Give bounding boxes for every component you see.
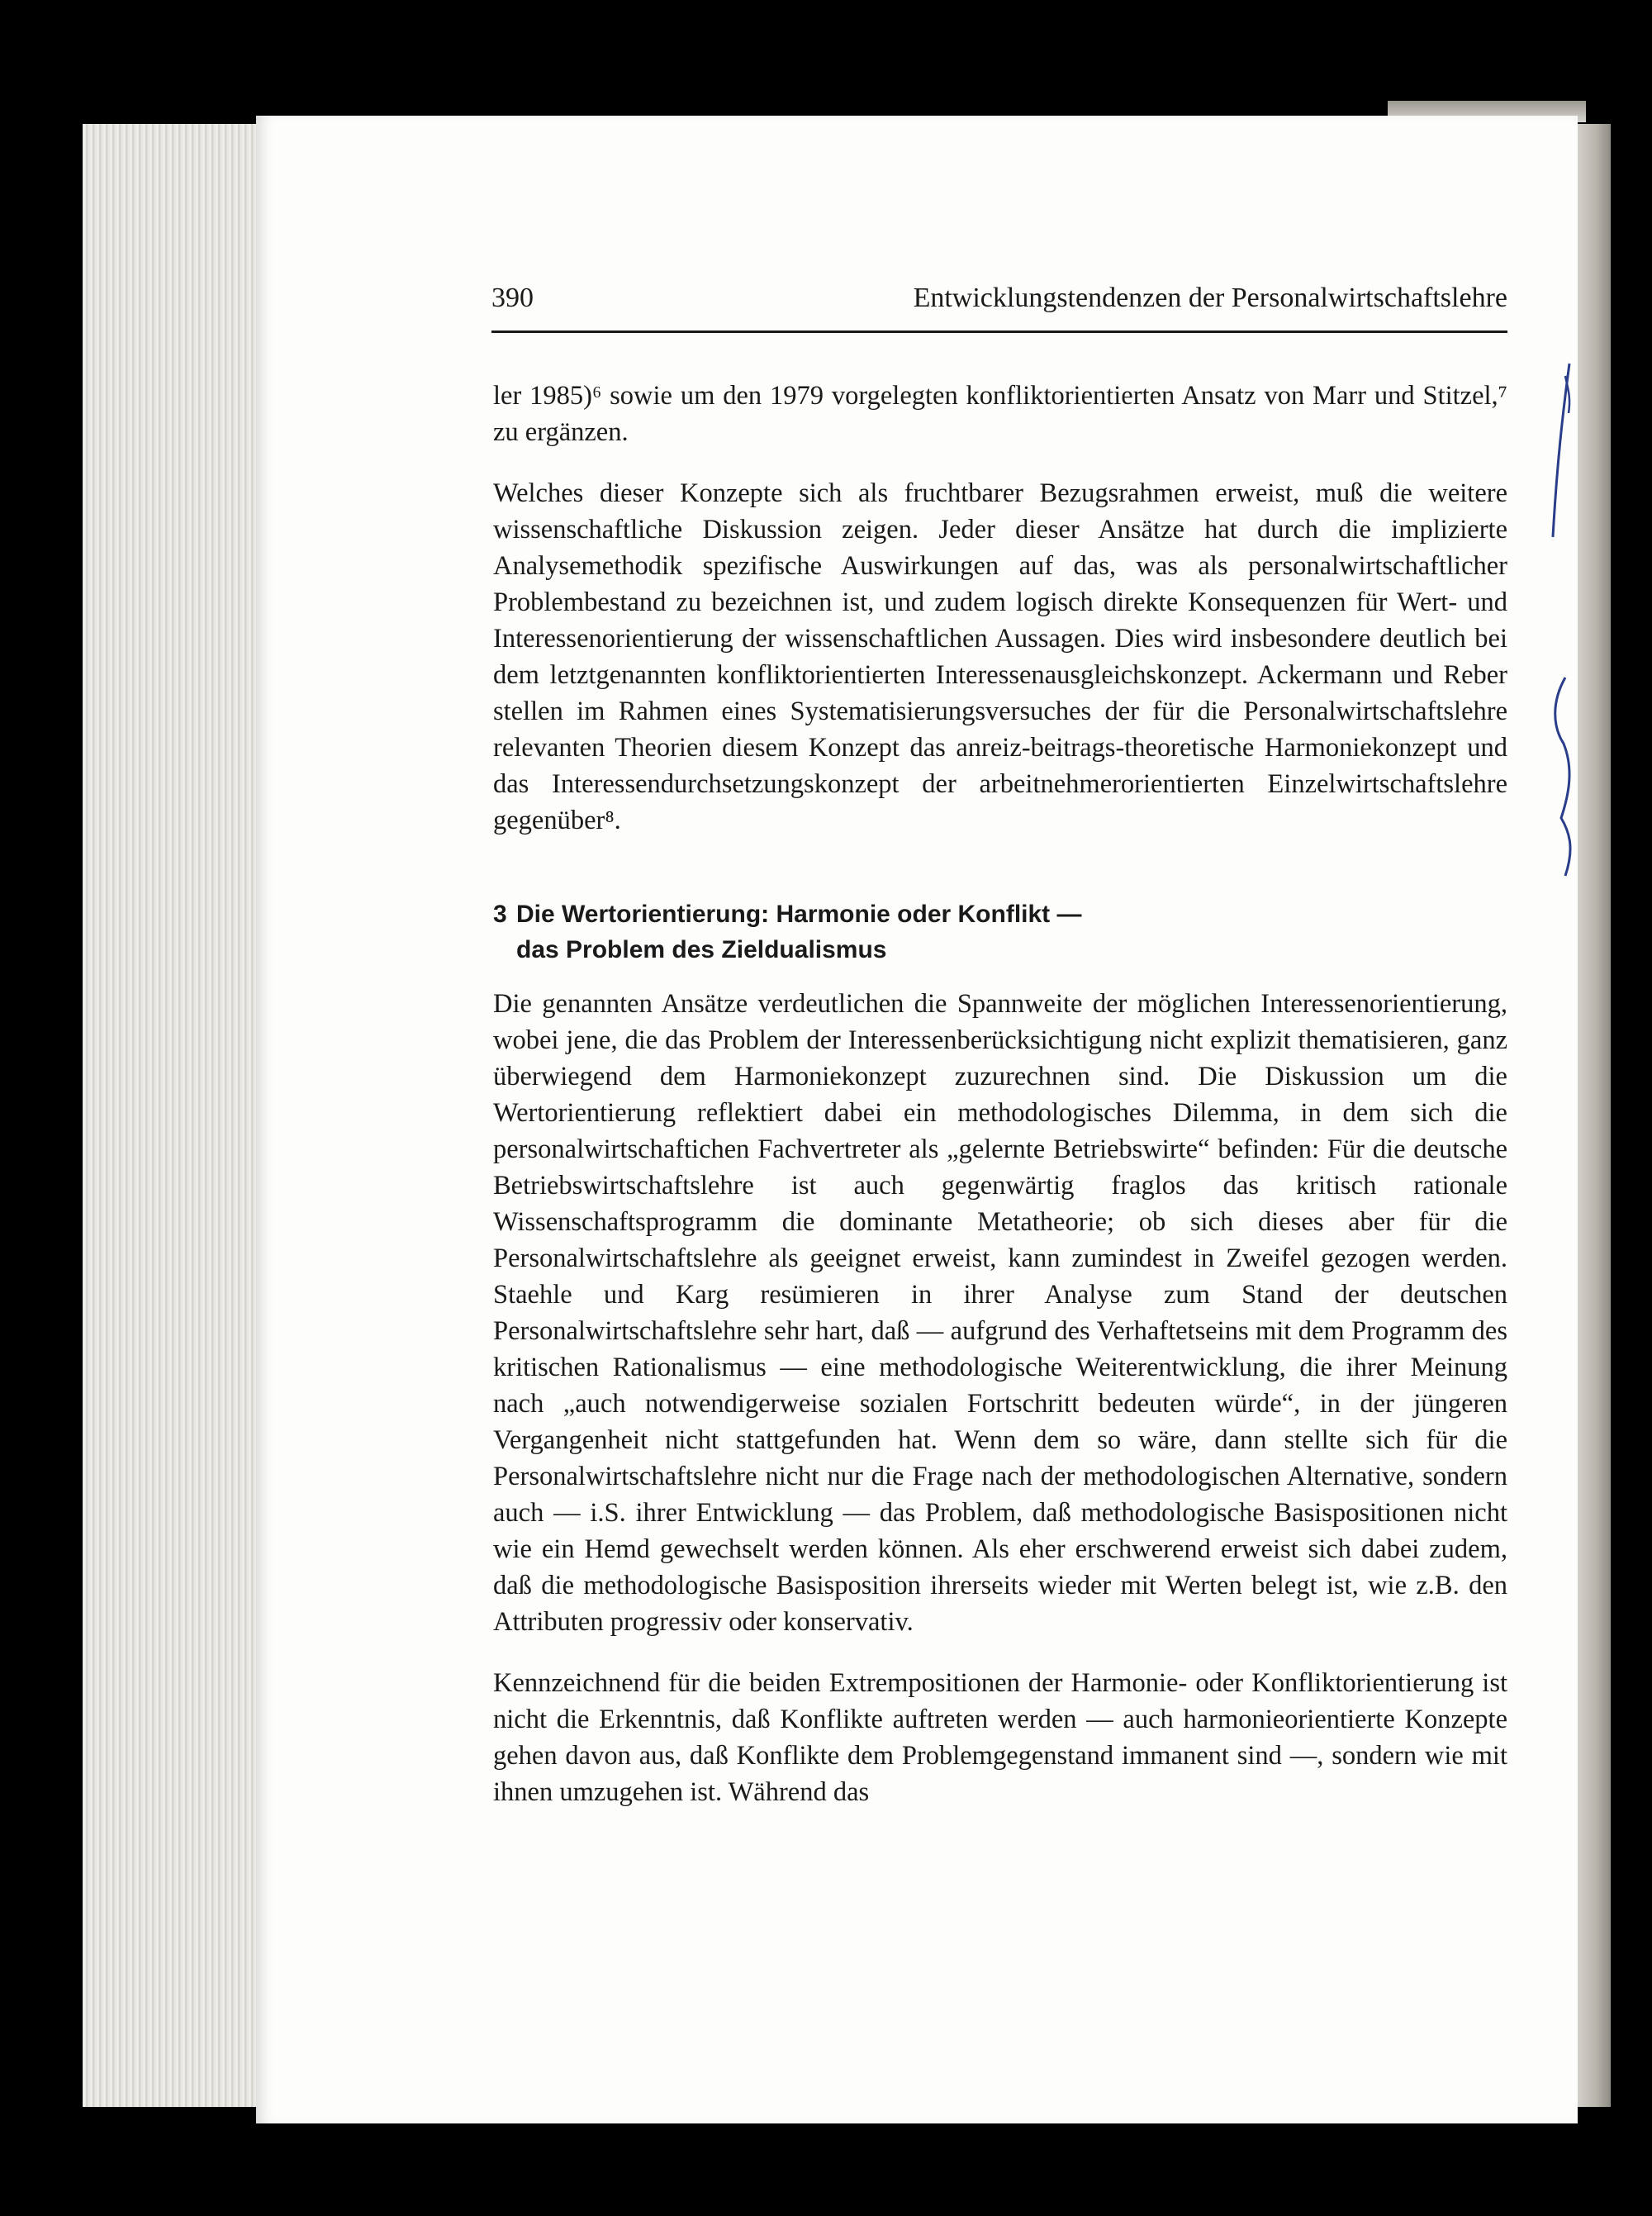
section-number: 3 bbox=[493, 901, 507, 928]
section-paragraph-2: Kennzeichnend für die beiden Extrempositionen der Harmonie- oder Konfliktorientierung ist nicht die Erkenntnis, daß Konflikte auftreten werden — auch harmonieorientierte Konzepte gehen davon aus, daß Konflikte dem Problemgegenstand immanent sind —, sondern wie mit ihnen umzugehen ist. Während das bbox=[493, 1668, 1507, 1807]
body-text bbox=[493, 378, 1507, 1835]
running-title: Entwicklungstendenzen der Personalwirtschaftslehre bbox=[913, 283, 1507, 313]
paragraph-1: ler 1985)⁶ sowie um den 1979 vorgelegten konfliktorientierten Ansatz von Marr und Stitzel,⁷ zu ergänzen. bbox=[493, 381, 1507, 447]
running-head bbox=[491, 279, 1507, 333]
book-right-edge bbox=[1574, 124, 1611, 2107]
section-title-line1: Die Wertorientierung: Harmonie oder Konflikt — bbox=[516, 901, 1082, 928]
section-paragraph-1: Die genannten Ansätze verdeutlichen die Spannweite der möglichen Interessenorientierung, wobei jene, die das Problem der Interessenberücksichtigung nicht explizit thematisieren, ganz überwiegend dem Harmoniekonzept zuzurechnen sind. Die Diskussion um die Wertorientierung reflektiert dabei ein methodologisches Dilemma, in dem sich die personalwirtschaftichen Fachvertreter als „gelernte Betriebswirte“ befinden: Für die deutsche Betriebswirtschaftslehre ist auch gegenwärtig fraglos das kritisch rationale Wissenschaftsprogramm die dominante Metatheorie; ob sich dieses aber für die Personalwirtschaftslehre als geeignet erweist, kann zumindest in Zweifel gezogen werden. Staehle und Karg resümieren in ihrer Analyse zum Stand der deutschen Personalwirtschaftslehre sehr hart, daß — aufgrund des Verhaftetseins mit dem Programm des kritischen Rationalismus — eine methodologische Weiterentwicklung, die ihrer Meinung nach „auch notwendigerweise sozialen Fortschritt bedeuten würde“, in der jüngeren Vergangenheit nicht stattgefunden hat. Wenn dem so wäre, dann stellte sich für die Personalwirtschaftslehre nicht nur die Frage nach der methodologischen Alternative, sondern auch — i.S. ihrer Entwicklung — das Problem, daß methodologische Basispositionen nicht wie ein Hemd gewechselt werden können. Als eher erschwerend erweist sich dabei zudem, daß die methodologische Basisposition ihrerseits wieder mit Werten belegt ist, wie z.B. den Attributen progressiv oder konservativ. bbox=[493, 989, 1507, 1637]
section-heading bbox=[493, 896, 1507, 968]
book-page-edges bbox=[83, 124, 273, 2107]
paragraph-2: Welches dieser Konzepte sich als fruchtbarer Bezugsrahmen erweist, muß die weitere wissenschaftliche Diskussion zeigen. Jeder dieser Ansätze hat durch die implizierte Analysemethodik spezifische Auswirkungen auf das, was als personalwirtschaftlicher Problembestand zu bezeichnen ist, und zudem logisch direkte Konsequenzen für Wert- und Interessenorientierung der wissenschaftlichen Aussagen. Dies wird insbesondere deutlich bei dem letztgenannten konfliktorientierten Interessenausgleichskonzept. Ackermann und Reber stellen im Rahmen eines Systematisierungsversuches der für die Personalwirtschaftslehre relevanten Theorien diesem Konzept das anreiz-beitrags-theoretische Harmoniekonzept und das Interessendurchsetzungskonzept der arbeitnehmerorientierten Einzelwirtschaftslehre gegenüber⁸. bbox=[493, 478, 1507, 835]
page-number: 390 bbox=[491, 283, 534, 313]
section-title-line2: das Problem des Zieldualismus bbox=[516, 936, 887, 963]
